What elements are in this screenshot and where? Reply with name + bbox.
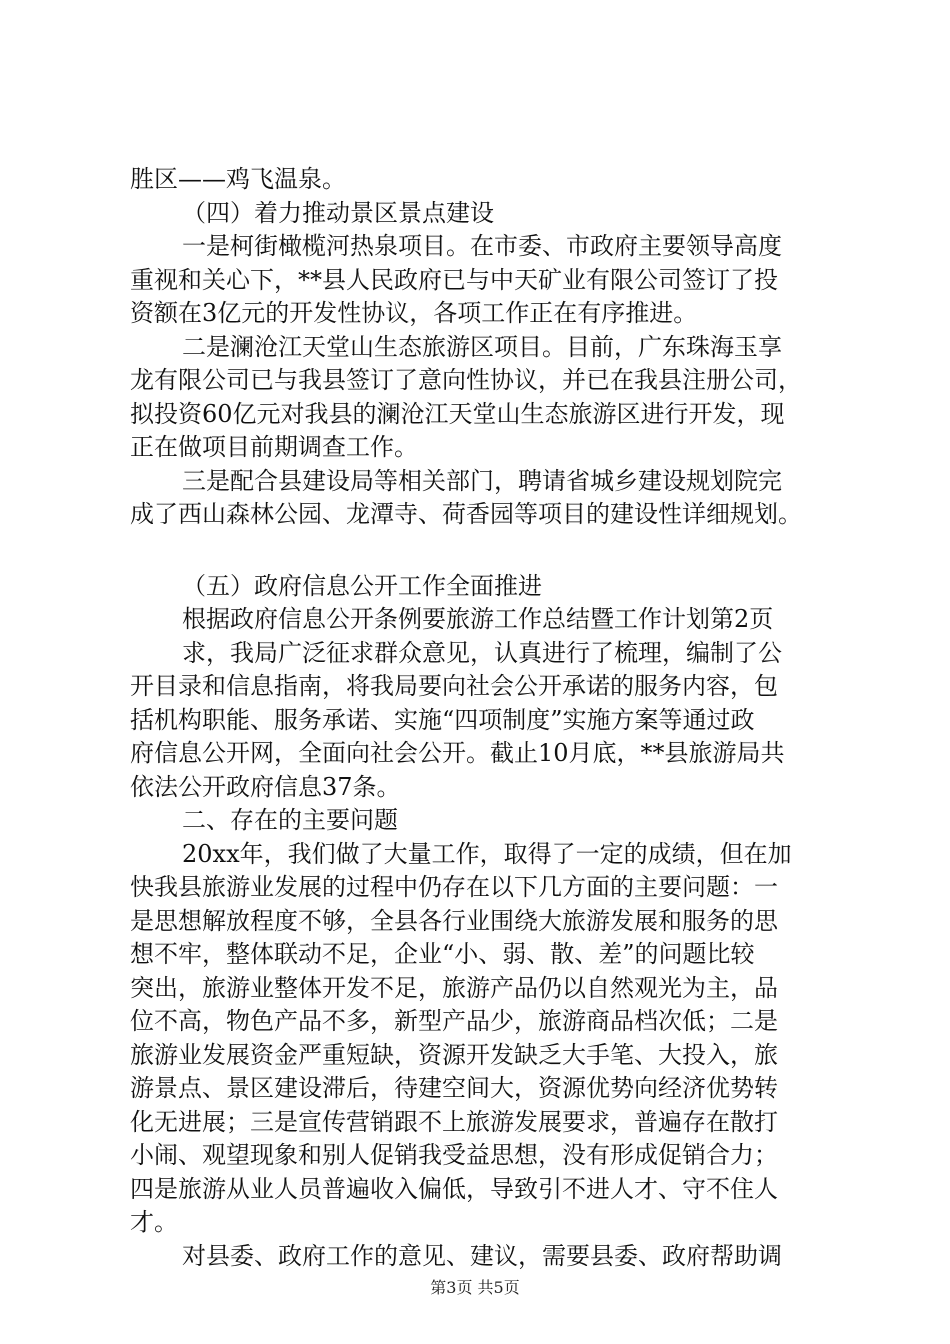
section-heading: （五）政府信息公开工作全面推进 [182, 571, 542, 600]
text-line: 依法公开政府信息37条。 [130, 772, 401, 801]
section-heading: （四）着力推动景区景点建设 [182, 198, 494, 227]
text-line: 龙有限公司已与我县签订了意向性协议，并已在我县注册公司， [130, 366, 802, 394]
text-line: 才。 [130, 1208, 178, 1236]
text-line: 位不高，物色产品不多，新型产品少，旅游商品档次低；二是 [130, 1007, 778, 1035]
text-line: 括机构职能、服务承诺、实施“四项制度”实施方案等通过政 [130, 705, 755, 734]
text-line: 20xx年，我们做了大量工作，取得了一定的成绩，但在加 [182, 839, 792, 868]
paragraph-gap [130, 532, 840, 570]
text-line: 求，我局广泛征求群众意见，认真进行了梳理，编制了公 [182, 638, 782, 667]
text-line: 突出，旅游业整体开发不足，旅游产品仍以自然观光为主，品 [130, 973, 778, 1002]
text-line: 旅游业发展资金严重短缺，资源开发缺乏大手笔、大投入，旅 [130, 1040, 778, 1069]
text-line: 拟投资60亿元对我县的澜沧江天堂山生态旅游区进行开发，现 [130, 399, 785, 428]
text-line: 成了西山森林公园、龙潭寺、荷香园等项目的建设性详细规划。 [130, 500, 802, 528]
page-footer: 第3页 共5页 [430, 1278, 520, 1297]
text-line: 重视和关心下，**县人民政府已与中天矿业有限公司签订了投 [130, 265, 778, 294]
text-line: 开目录和信息指南，将我局要向社会公开承诺的服务内容，包 [130, 672, 778, 700]
text-line: 二是澜沧江天堂山生态旅游区项目。目前，广东珠海玉享 [182, 332, 782, 361]
text-line: 化无进展；三是宣传营销跟不上旅游发展要求，普遍存在散打 [130, 1107, 778, 1136]
document-body [130, 163, 840, 1273]
text-line: 府信息公开网，全面向社会公开。截止10月底，**县旅游局共 [130, 739, 785, 767]
text-line: 三是配合县建设局等相关部门，聘请省城乡建设规划院完 [182, 466, 782, 495]
text-line: 四是旅游从业人员普遍收入偏低，导致引不进人才、守不住人 [130, 1174, 778, 1203]
text-line: 小闹、观望现象和别人促销我受益思想，没有形成促销合力； [130, 1141, 778, 1169]
text-line: 资额在3亿元的开发性协议，各项工作正在有序推进。 [130, 299, 698, 327]
text-line: 对县委、政府工作的意见、建议，需要县委、政府帮助调 [182, 1241, 782, 1270]
text-line: 一是柯街橄榄河热泉项目。在市委、市政府主要领导高度 [182, 232, 782, 260]
section-heading: 二、存在的主要问题 [182, 806, 398, 834]
text-line: 正在做项目前期调查工作。 [130, 433, 418, 461]
text-line: 游景点、景区建设滞后，待建空间大，资源优势向经济优势转 [130, 1074, 778, 1102]
text-line: 根据政府信息公开条例要旅游工作总结暨工作计划第2页 [182, 605, 774, 633]
text-line: 是思想解放程度不够，全县各行业围绕大旅游发展和服务的思 [130, 906, 778, 935]
text-line: 想不牢，整体联动不足，企业“小、弱、散、差”的问题比较 [130, 940, 755, 968]
text-line: 快我县旅游业发展的过程中仍存在以下几方面的主要问题：一 [130, 873, 778, 901]
text-line: 胜区——鸡飞温泉。 [130, 165, 346, 193]
